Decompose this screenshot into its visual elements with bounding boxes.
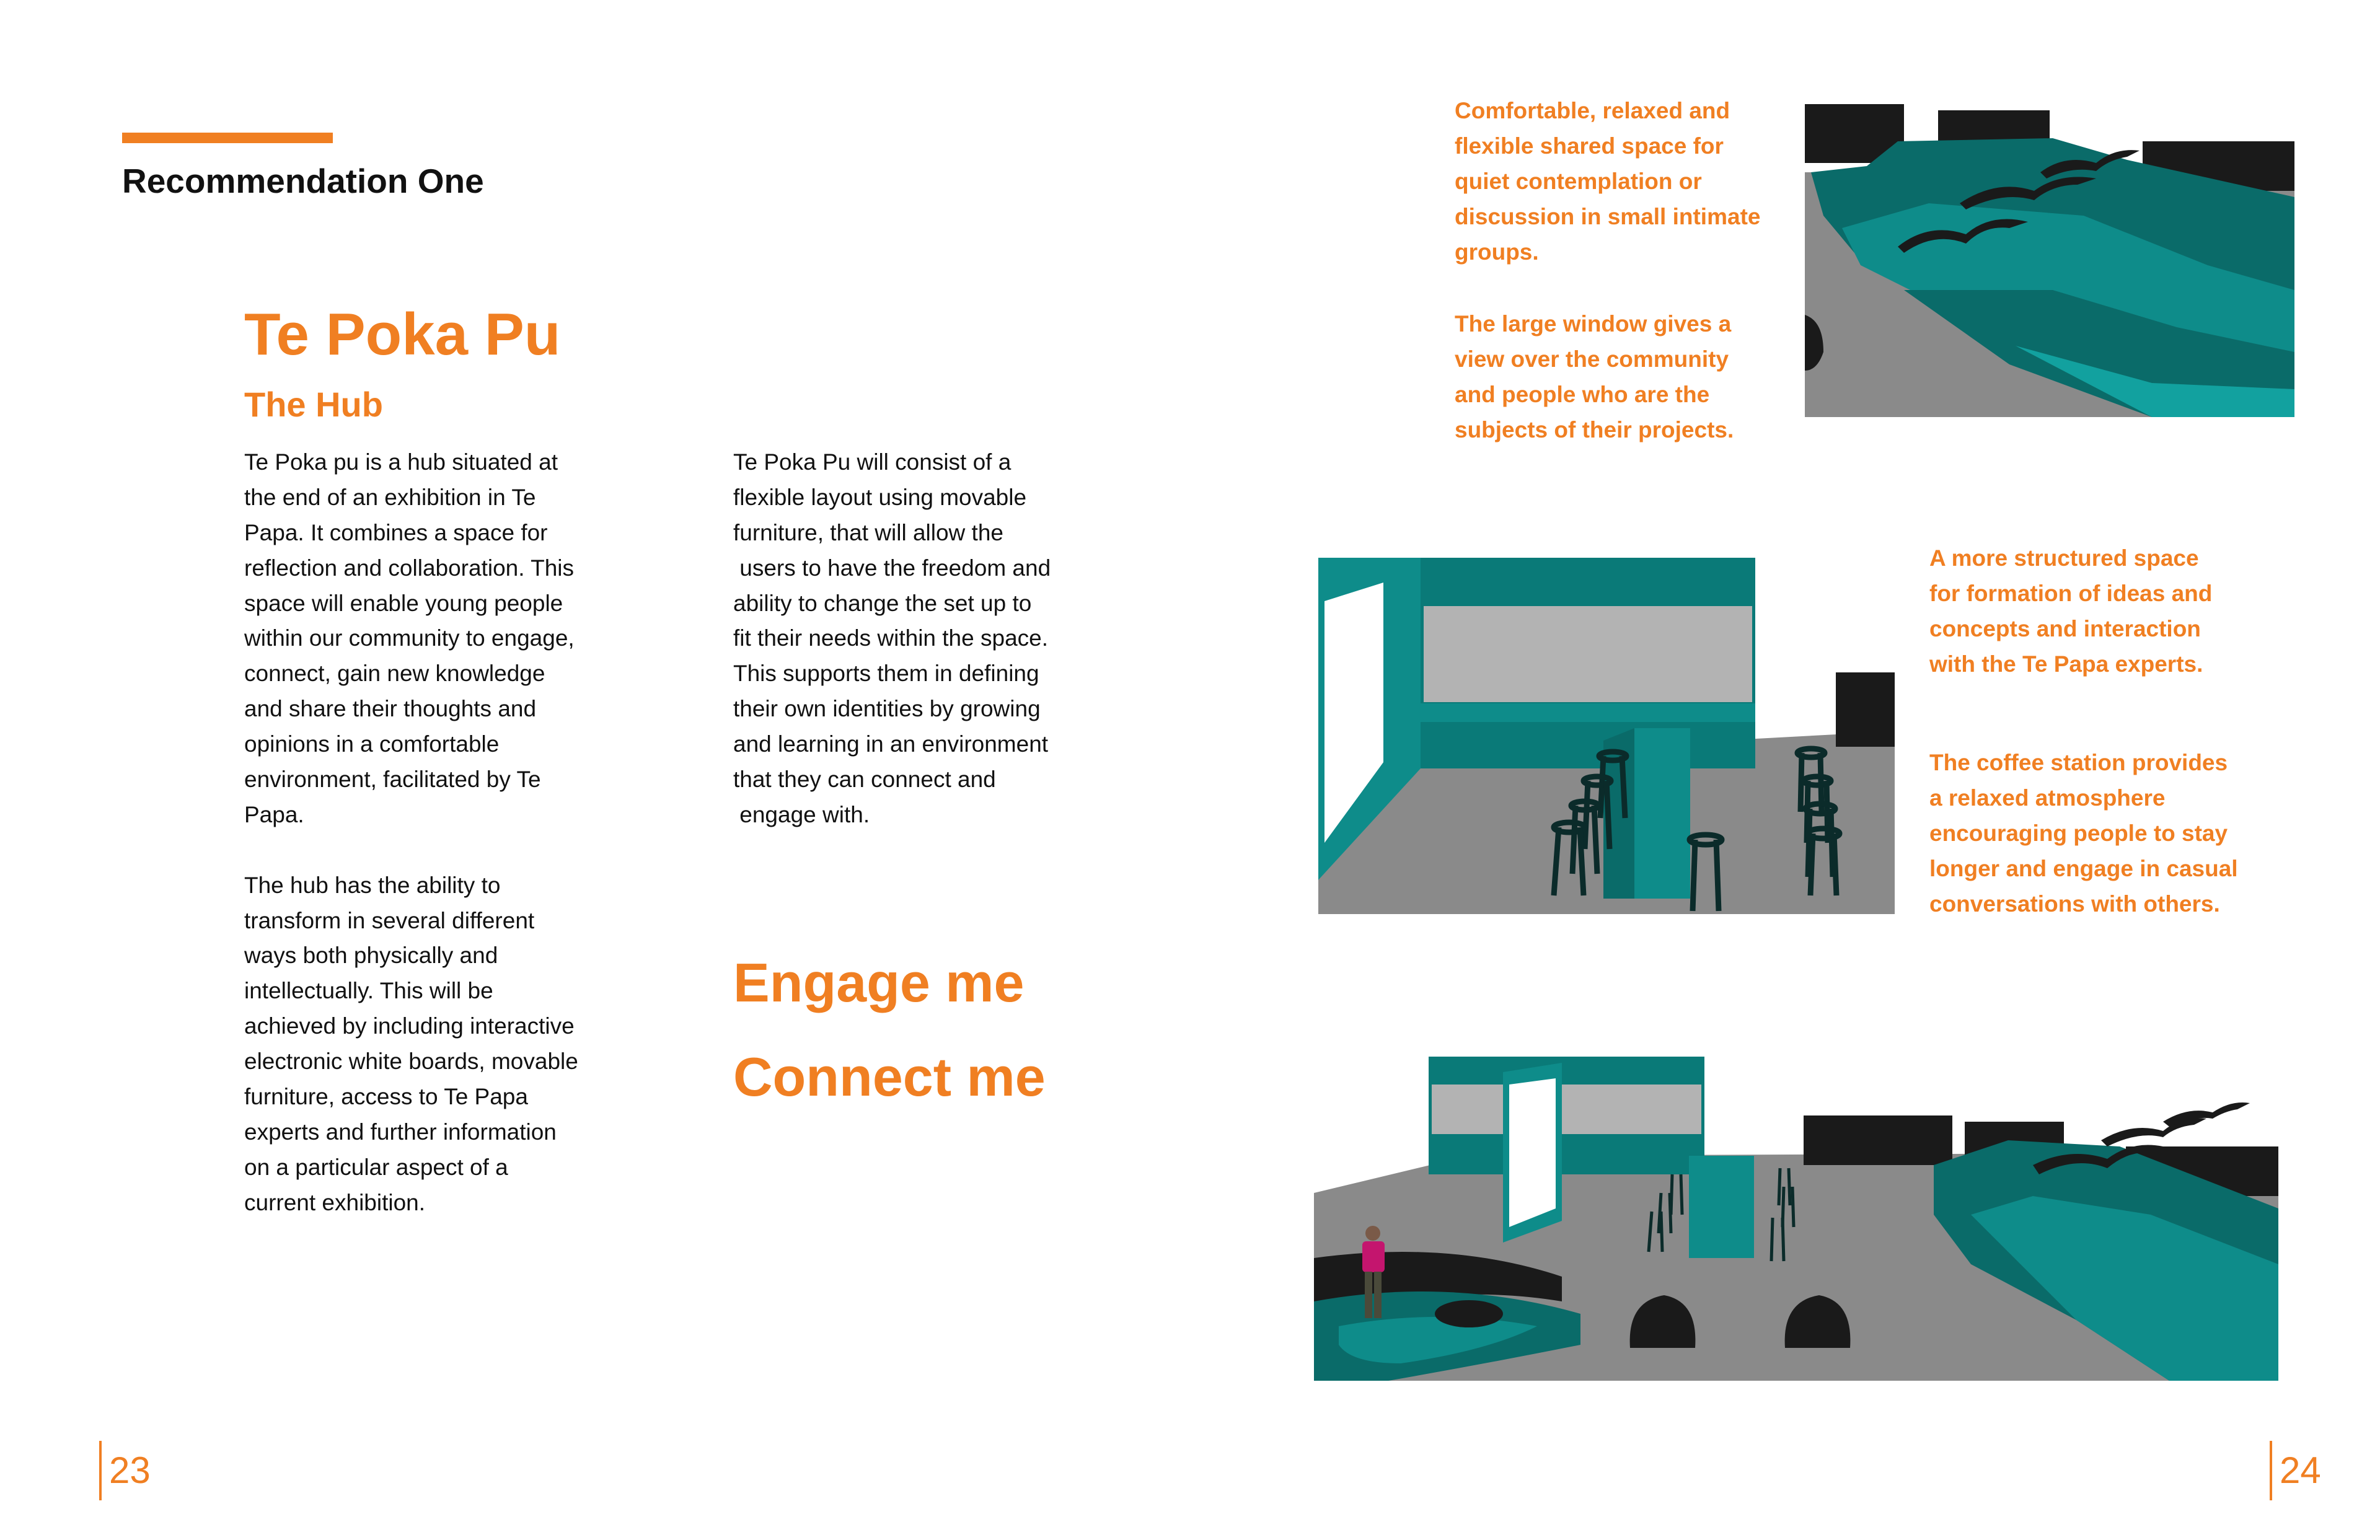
- text-line: and share their thoughts and: [244, 696, 537, 722]
- text-line: opinions in a comfortable: [244, 731, 500, 757]
- text-line: on a particular aspect of a: [244, 1154, 508, 1180]
- wall-trim: [1421, 703, 1755, 722]
- caption-line: quiet contemplation or: [1455, 169, 1702, 194]
- caption-large-window: [1455, 306, 1802, 447]
- caption-line: longer and engage in casual: [1929, 856, 2238, 881]
- text-line: users to have the freedom and: [733, 555, 1051, 581]
- page-number-left: 23: [99, 1441, 151, 1500]
- caption-line: with the Te Papa experts.: [1929, 651, 2203, 677]
- tagline-engage: Engage me: [733, 952, 1025, 1013]
- text-line: their own identities by growing: [733, 696, 1041, 722]
- caption-shared-space: [1455, 93, 1802, 270]
- text-line: within our community to engage,: [244, 625, 575, 651]
- text-line: Te Poka Pu will consist of a: [733, 449, 1011, 475]
- caption-line: The coffee station provides: [1929, 750, 2228, 775]
- text-line: transform in several different: [244, 907, 535, 933]
- caption-coffee-station: [1929, 745, 2276, 922]
- text-line: The hub has the ability to: [244, 872, 501, 898]
- section-accent-bar: [122, 133, 333, 143]
- page-title: Te Poka Pu: [244, 301, 561, 367]
- text-line: Te Poka pu is a hub situated at: [244, 449, 558, 475]
- section-label: Recommendation One: [122, 162, 484, 200]
- whiteboard: [1509, 1078, 1556, 1227]
- text-line: electronic white boards, movable: [244, 1049, 578, 1075]
- text-line: furniture, access to Te Papa: [244, 1084, 528, 1110]
- caption-line: for formation of ideas and: [1929, 581, 2213, 606]
- coffee-counter: [1689, 1156, 1754, 1258]
- body-column-1: [244, 445, 616, 1221]
- text-line: current exhibition.: [244, 1189, 426, 1215]
- text-line: the end of an exhibition in Te: [244, 484, 536, 510]
- caption-line: concepts and interaction: [1929, 616, 2201, 641]
- text-line: achieved by including interactive: [244, 1013, 575, 1039]
- text-line: intellectually. This will be: [244, 978, 493, 1004]
- caption-line: groups.: [1455, 239, 1539, 265]
- render-seating-area: [1805, 104, 2294, 417]
- caption-line: discussion in small intimate: [1455, 204, 1761, 229]
- text-line: flexible layout using movable: [733, 484, 1027, 510]
- paragraph-gap: [244, 833, 616, 868]
- page-number-right: 24: [2270, 1441, 2321, 1500]
- tagline-connect: Connect me: [733, 1046, 1046, 1107]
- text-line: Papa. It combines a space for: [244, 519, 548, 545]
- display-panel: [1424, 606, 1752, 702]
- text-line: Papa.: [244, 801, 304, 827]
- text-line: ability to change the set up to: [733, 590, 1032, 616]
- caption-line: a relaxed atmosphere: [1929, 785, 2166, 811]
- caption-structured-space: [1929, 540, 2276, 682]
- caption-line: The large window gives a: [1455, 311, 1732, 337]
- sofa-shape: [1804, 1115, 1952, 1165]
- text-line: reflection and collaboration. This: [244, 555, 575, 581]
- chair-shape: [1836, 672, 1895, 747]
- text-line: environment, facilitated by Te: [244, 767, 541, 793]
- caption-line: A more structured space: [1929, 545, 2199, 571]
- text-line: fit their needs within the space.: [733, 625, 1049, 651]
- render-hub-overview: [1314, 1054, 2278, 1381]
- page-subtitle: The Hub: [244, 385, 383, 424]
- display-panel: [1432, 1085, 1701, 1134]
- caption-line: flexible shared space for: [1455, 133, 1724, 159]
- text-line: This supports them in defining: [733, 661, 1039, 687]
- text-line: space will enable young people: [244, 590, 563, 616]
- caption-line: encouraging people to stay: [1929, 821, 2228, 846]
- caption-line: conversations with others.: [1929, 891, 2220, 917]
- text-line: ways both physically and: [244, 943, 498, 969]
- caption-line: Comfortable, relaxed and: [1455, 98, 1730, 123]
- text-line: experts and further information: [244, 1119, 557, 1145]
- render-workshop-space: [1318, 558, 1895, 914]
- text-line: that they can connect and: [733, 767, 996, 793]
- round-table: [1435, 1300, 1503, 1327]
- coffee-counter: [1634, 728, 1690, 899]
- caption-line: and people who are the: [1455, 382, 1710, 407]
- text-line: connect, gain new knowledge: [244, 661, 545, 687]
- body-column-2: [733, 445, 1105, 833]
- caption-line: subjects of their projects.: [1455, 417, 1734, 442]
- text-line: furniture, that will allow the: [733, 519, 1003, 545]
- caption-line: view over the community: [1455, 346, 1729, 372]
- text-line: and learning in an environment: [733, 731, 1049, 757]
- text-line: engage with.: [733, 801, 870, 827]
